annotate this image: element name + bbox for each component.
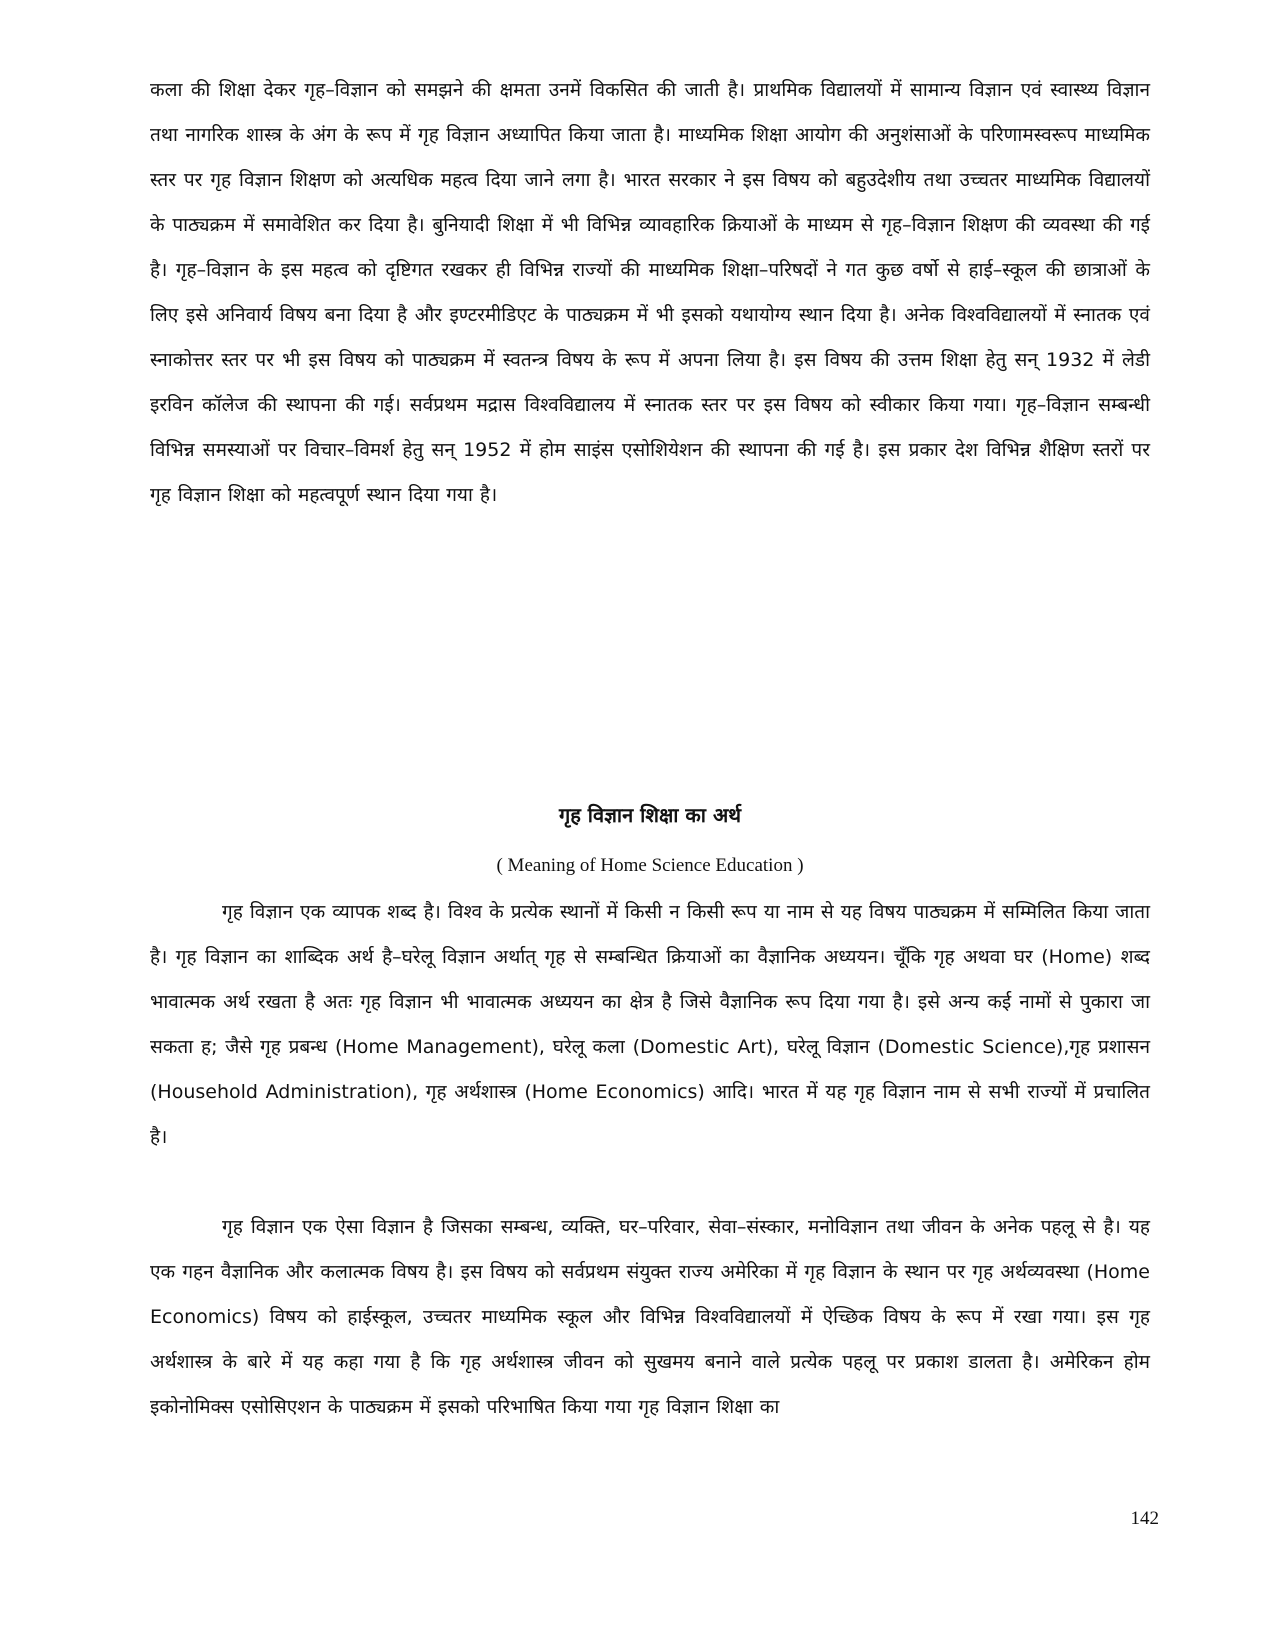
body-paragraph-1: गृह विज्ञान एक व्यापक शब्द है। विश्व के प्रत्येक स्थानों में किसी न किसी रूप या नाम से यह विषय पाठ्यक्रम में सम्मिलित किया जाता है। गृह विज्ञान का शाब्दिक अर्थ है–घरेलू विज्ञान अर्थात् गृह से सम्बन्धित क्रियाओं का वैज्ञानिक अध्ययन। चूँकि गृह अथवा घर (Home) शब्द भावात्मक अर्थ रखता है अतः गृह विज्ञान भी भावात्मक अध्ययन का क्षेत्र है जिसे वैज्ञानिक रूप दिया गया है। इसे अन्य कई नामों से पुकारा जा सकता ह; जैसे गृह प्रबन्ध (Home Management), घरेलू कला (Domestic Art), घरेलू विज्ञान (Domestic Science),गृह प्रशासन (Household Administration), गृह अर्थशास्त्र (Home Economics) आदि। भारत में यह गृह विज्ञान नाम से सभी राज्यों में प्रचालित है। [150,901,1150,1148]
page-number: 142 [1130,1508,1159,1529]
body-paragraph-2: गृह विज्ञान एक ऐसा विज्ञान है जिसका सम्बन्ध, व्यक्ति, घर–परिवार, सेवा–संस्कार, मनोविज्ञान तथा जीवन के अनेक पहलू से है। यह एक गहन वैज्ञानिक और कलात्मक विषय है। इस विषय को सर्वप्रथम संयुक्त राज्य अमेरिका में गृह विज्ञान के स्थान पर गृह अर्थव्यवस्था (Home Economics) विषय को हाईस्कूल, उच्चतर माध्यमिक स्कूल और विभिन्न विश्वविद्यालयों में ऐच्छिक विषय के रूप में रखा गया। इस गृह अर्थशास्त्र के बारे में यह कहा गया है कि गृह अर्थशास्त्र जीवन को सुखमय बनाने वाले प्रत्येक पहलू पर प्रकाश डालता है। अमेरिकन होम इकोनोमिक्स एसोसिएशन के पाठ्यक्रम में इसको परिभाषित किया गया गृह विज्ञान शिक्षा का [150,1216,1150,1418]
intro-paragraph: कला की शिक्षा देकर गृह–विज्ञान को समझने की क्षमता उनमें विकसित की जाती है। प्राथमिक विद्यालयों में सामान्य विज्ञान एवं स्वास्थ्य विज्ञान तथा नागरिक शास्त्र के अंग के रूप में गृह विज्ञान अध्यापित किया जाता है। माध्यमिक शिक्षा आयोग की अनुशंसाओं के परिणामस्वरूप माध्यमिक स्तर पर गृह विज्ञान शिक्षण को अत्यधिक महत्व दिया जाने लगा है। भारत सरकार ने इस विषय को बहुउदेशीय तथा उच्चतर माध्यमिक विद्यालयों के पाठ्यक्रम में समावेशित कर दिया है। बुनियादी शिक्षा में भी विभिन्न व्यावहारिक क्रियाओं के माध्यम से गृह–विज्ञान शिक्षण की व्यवस्था की गई है। गृह–विज्ञान के इस महत्व को दृष्टिगत रखकर ही विभिन्न राज्यों की माध्यमिक शिक्षा–परिषदों ने गत कुछ वर्षो से हाई–स्कूल की छात्राओं के लिए इसे अनिवार्य विषय बना दिया है और इण्टरमीडिएट के पाठ्यक्रम में भी इसको यथायोग्य स्थान दिया है। अनेक विश्वविद्यालयों में स्नातक एवं स्नाकोत्तर स्तर पर भी इस विषय को पाठ्यक्रम में स्वतन्त्र विषय के रूप में अपना लिया है। इस विषय की उत्तम शिक्षा हेतु सन् 1932 में लेडी इरविन कॉलेज की स्थापना की गई। सर्वप्रथम मद्रास विश्वविद्यालय में स्नातक स्तर पर इस विषय को स्वीकार किया गया। गृह–विज्ञान सम्बन्धी विभिन्न समस्याओं पर विचार–विमर्श हेतु सन् 1952 में होम साइंस एसोशियेशन की स्थापना की गई है। इस प्रकार देश विभिन्न शैक्षिण स्तरों पर गृह विज्ञान शिक्षा को महत्वपूर्ण स्थान दिया गया है। [150,79,1150,506]
section-heading: गृह विज्ञान शिक्षा का अर्थ [558,803,742,827]
section-subheading: ( Meaning of Home Science Education ) [496,855,804,876]
